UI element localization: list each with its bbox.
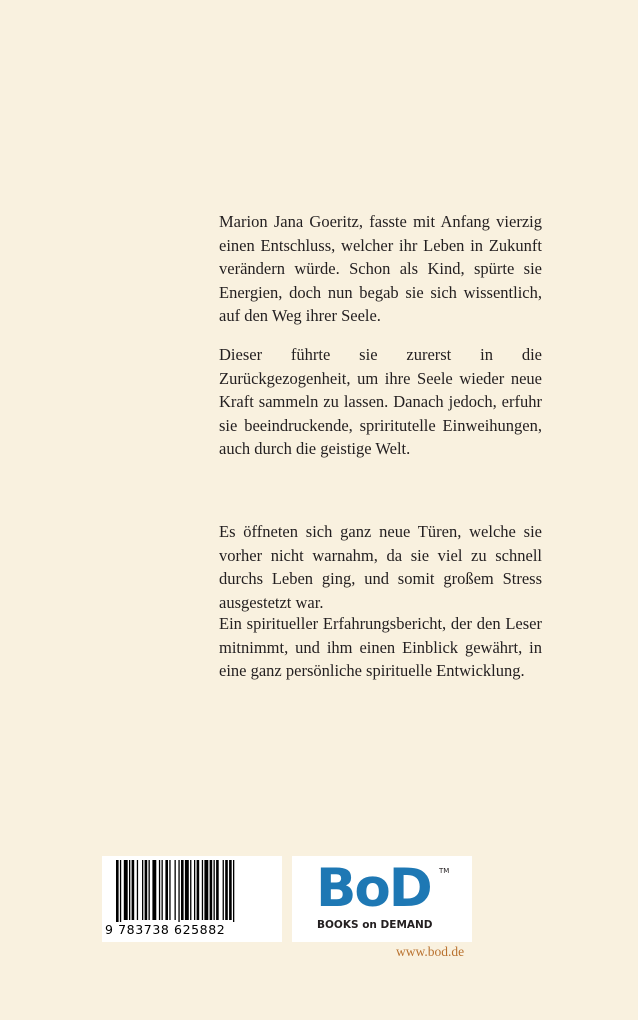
barcode-bars-icon xyxy=(102,856,282,922)
trademark-mark: TM xyxy=(439,867,450,875)
publisher-logo xyxy=(292,856,472,942)
isbn-barcode xyxy=(102,856,282,942)
publisher-tagline: BOOKS on DEMAND xyxy=(317,919,433,931)
bod-logo-text: BoD xyxy=(316,858,431,919)
publisher-url[interactable]: www.bod.de xyxy=(396,944,465,959)
blurb-paragraph-4: Ein spiritueller Erfahrungsbericht, der den Leser mitnimmt, und ihm einen Einblick gewährt, in eine ganz persönliche spirituelle Entwicklung. xyxy=(219,614,542,681)
blurb-paragraph-1: Marion Jana Goeritz, fasste mit Anfang vierzig einen Entschluss, welcher ihr Leben in Zukunft verändern würde. Schon als Kind, spürte sie Energien, doch nun begab sie sich wissentlich, auf den Weg ihrer Seele. xyxy=(219,212,542,326)
blurb-paragraph-2: Dieser führte sie zurerst in die Zurückgezogenheit, um ihre Seele wieder neue Kraft sammeln zu lassen. Danach jedoch, erfuhr sie beeindruckende, spriritutelle Einweihungen, auch durch die geistige Welt. xyxy=(219,345,542,459)
isbn-digits: 9 783738 625882 xyxy=(105,922,226,937)
blurb-paragraph-3: Es öffneten sich ganz neue Türen, welche sie vorher nicht warnahm, da sie viel zu schnell durchs Leben ging, und somit großem Stress ausgestetzt war. xyxy=(219,522,542,612)
